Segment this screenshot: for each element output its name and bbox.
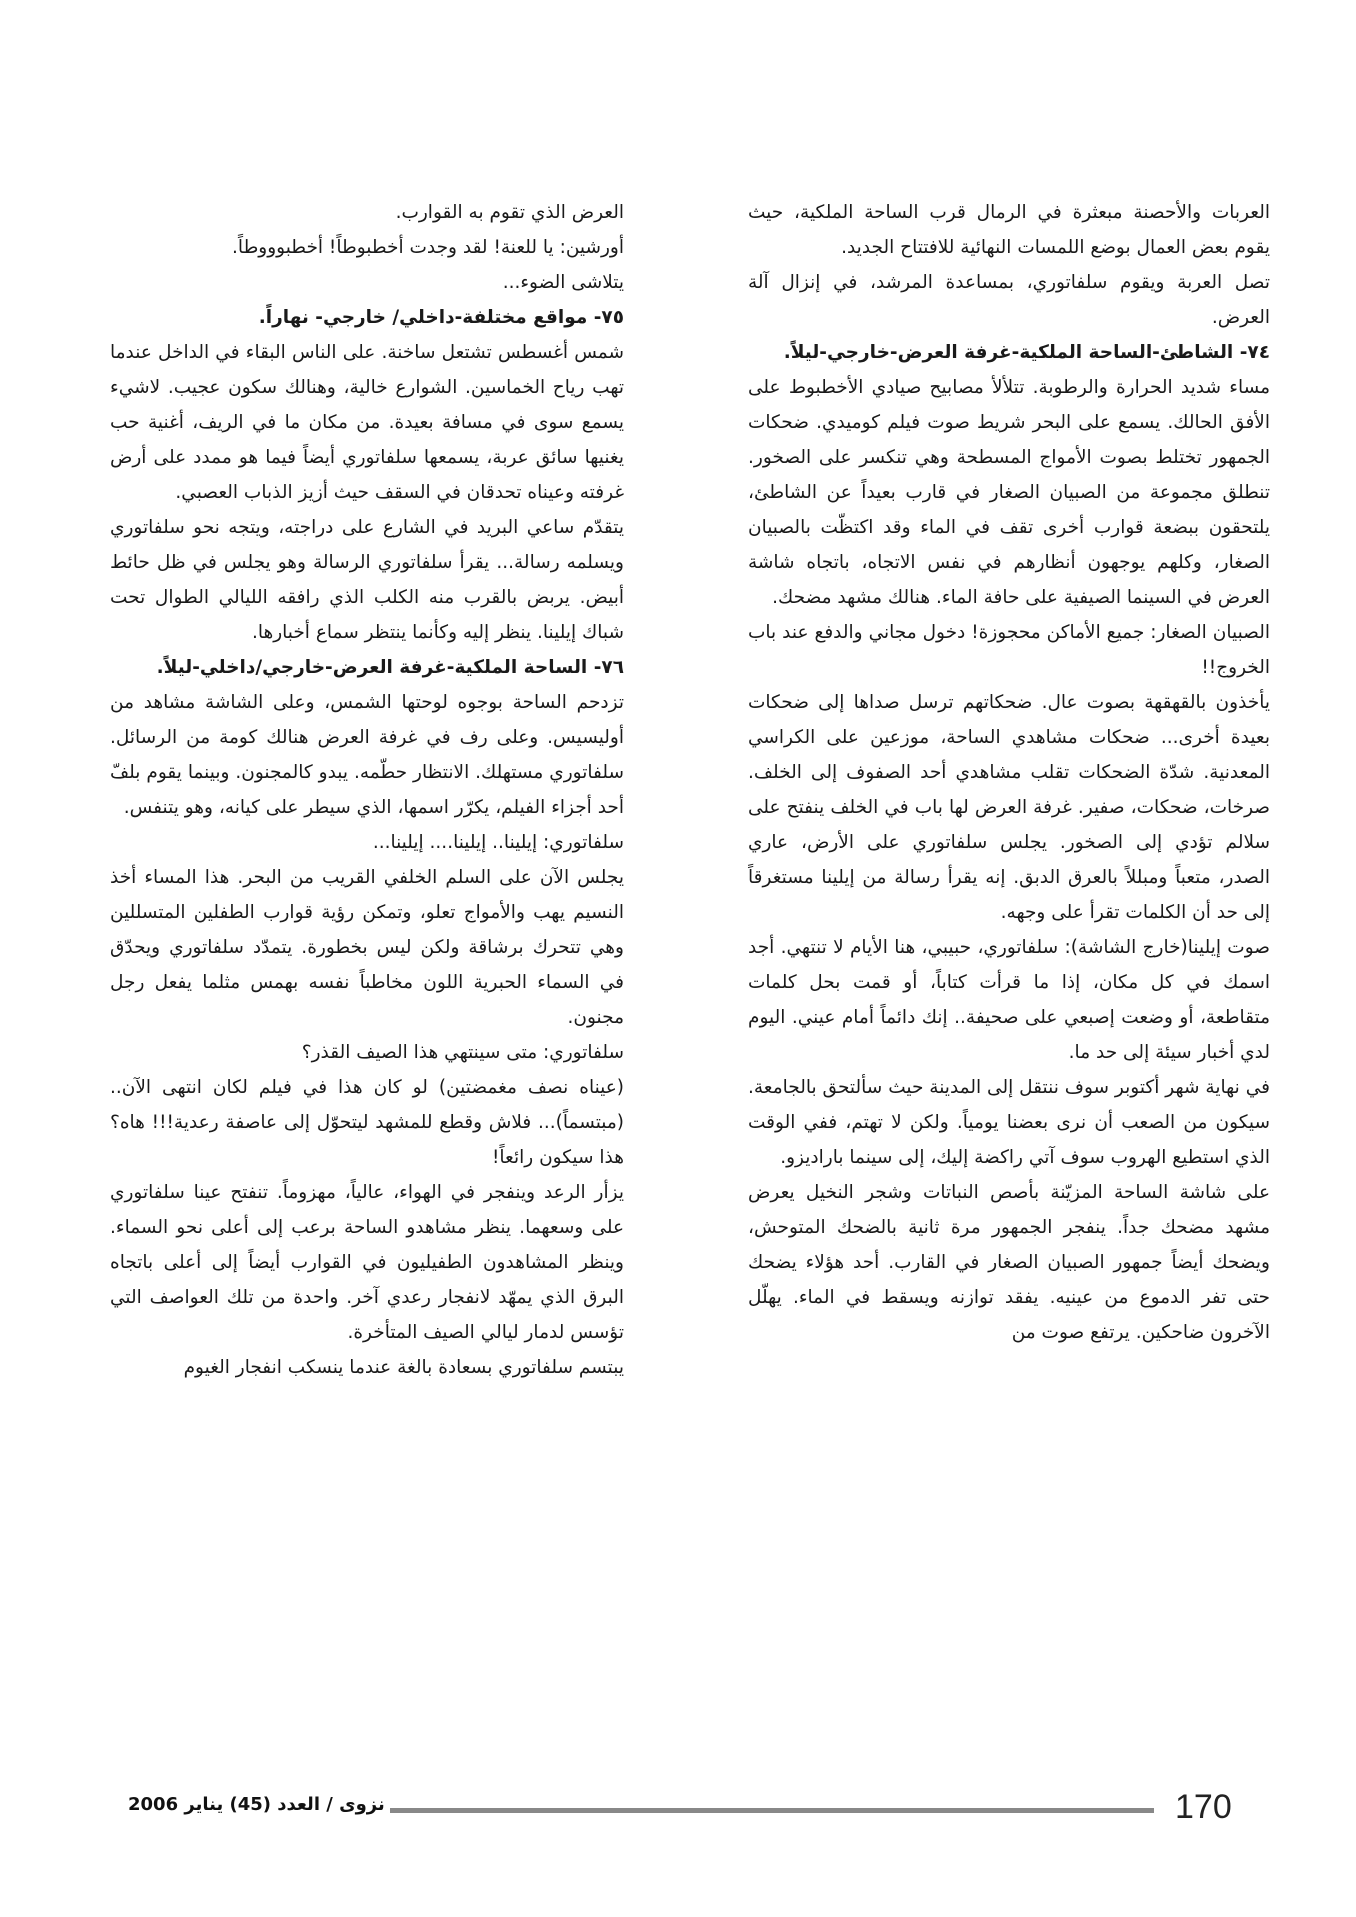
paragraph: تزدحم الساحة بوجوه لوحتها الشمس، وعلى الشاشة مشاهد من أوليسيس. وعلى رف في غرفة العرض هنالك كومة من الرسائل. سلفاتوري مستهلك. الانتظار حطّمه. يبدو كالمجنون. وبينما يقوم بلفّ أحد أجزاء الفيلم، يكرّر اسمها، الذي سيطر على كيانه، وهو يتنفس.	[110, 692, 624, 818]
paragraph: الصبيان الصغار: جميع الأماكن محجوزة! دخول مجاني والدفع عند باب الخروج!!	[748, 622, 1270, 678]
paragraph: (عيناه نصف مغمضتين) لو كان هذا في فيلم لكان انتهى الآن.. (مبتسماً)... فلاش وقطع للمشهد ليتحوّل إلى عاصفة رعدية!!! هاه؟ هذا سيكون رائعاً!	[110, 1077, 624, 1168]
paragraph: العرض الذي تقوم به القوارب.	[395, 202, 624, 223]
right-column	[748, 195, 1270, 1350]
paragraph: سلفاتوري: متى سينتهي هذا الصيف القذر؟	[301, 1042, 624, 1063]
left-column	[110, 195, 624, 1385]
paragraph: يبتسم سلفاتوري بسعادة بالغة عندما ينسكب انفجار الغيوم	[183, 1357, 624, 1378]
paragraph: مساء شديد الحرارة والرطوبة. تتلألأ مصابيح صيادي الأخطبوط على الأفق الحالك. يسمع على البحر شريط صوت فيلم كوميدي. ضحكات الجمهور تختلط بصوت الأمواج المسطحة وهي تنكسر على الصخور. تنطلق مجموعة من الصبيان الصغار في قارب بعيداً عن الشاطئ، يلتحقون ببضعة قوارب أخرى تقف في الماء وقد اكتظّت بالصبيان الصغار، وكلهم يوجهون أنظارهم في نفس الاتجاه، باتجاه شاشة العرض في السينما الصيفية على حافة الماء. هنالك مشهد مضحك.	[748, 377, 1270, 608]
paragraph: أورشين: يا للعنة! لقد وجدت أخطبوطاً! أخطبوووطاً.	[232, 237, 624, 258]
paragraph: يزأر الرعد وينفجر في الهواء، عالياً، مهزوماً. تنفتح عينا سلفاتوري على وسعهما. ينظر مشاهدو الساحة برعب إلى أعلى نحو السماء. وينظر المشاهدون الطفيليون في القوارب أيضاً إلى أعلى باتجاه البرق الذي يمهّد لانفجار رعدي آخر. واحدة من تلك العواصف التي تؤسس لدمار ليالي الصيف المتأخرة.	[110, 1182, 624, 1343]
paragraph: يأخذون بالقهقهة بصوت عال. ضحكاتهم ترسل صداها إلى ضحكات بعيدة أخرى... ضحكات مشاهدي الساحة، موزعين على الكراسي المعدنية. شدّة الضحكات تقلب مشاهدي أحد الصفوف إلى الخلف. صرخات، ضحكات، صفير. غرفة العرض لها باب في الخلف ينفتح على سلالم تؤدي إلى الصخور. يجلس سلفاتوري على الأرض، عاري الصدر، متعباً ومبللاً بالعرق الدبق. إنه يقرأ رسالة من إيلينا مستغرقاً إلى حد أن الكلمات تقرأ على وجهه.	[748, 692, 1270, 923]
paragraph: على شاشة الساحة المزيّنة بأصص النباتات وشجر النخيل يعرض مشهد مضحك جداً. ينفجر الجمهور مرة ثانية بالضحك المتوحش، ويضحك أيضاً جمهور الصبيان الصغار في القارب. أحد هؤلاء يضحك حتى تفر الدموع من عينيه. يفقد توازنه ويسقط في الماء. يهلّل الآخرون ضاحكين. يرتفع صوت من	[748, 1182, 1270, 1343]
paragraph: شمس أغسطس تشتعل ساخنة. على الناس البقاء في الداخل عندما تهب رياح الخماسين. الشوارع خالية، وهنالك سكون عجيب. لاشيء يسمع سوى في مسافة بعيدة. من مكان ما في الريف، أغنية حب يغنيها سائق عربة، يسمعها سلفاتوري أيضاً فيما هو ممدد على أرض غرفته وعيناه تحدقان في السقف حيث أزيز الذباب العصبي.	[110, 342, 624, 503]
paragraph: يتلاشى الضوء...	[502, 272, 624, 293]
paragraph: في نهاية شهر أكتوبر سوف ننتقل إلى المدينة حيث سألتحق بالجامعة. سيكون من الصعب أن نرى بعضنا يومياً. ولكن لا تهتم، ففي الوقت الذي استطيع الهروب سوف آتي راكضة إليك، إلى سينما باراديزو.	[748, 1077, 1270, 1168]
page-number: 170	[1175, 1788, 1232, 1826]
issue-info: نزوى / العدد (45) يناير 2006	[128, 1794, 385, 1815]
paragraph: سلفاتوري: إيلينا.. إيلينا.... إيلينا...	[372, 832, 624, 853]
scene-heading: ٧٦- الساحة الملكية-غرفة العرض-خارجي/داخلي-ليلاً.	[156, 657, 624, 678]
scene-heading: ٧٤- الشاطئ-الساحة الملكية-غرفة العرض-خارجي-ليلاً.	[783, 342, 1270, 363]
paragraph: العربات والأحصنة مبعثرة في الرمال قرب الساحة الملكية، حيث يقوم بعض العمال بوضع اللمسات النهائية للافتتاح الجديد.	[748, 202, 1270, 258]
paragraph: تصل العربة ويقوم سلفاتوري، بمساعدة المرشد، في إنزال آلة العرض.	[748, 272, 1270, 328]
paragraph: يجلس الآن على السلم الخلفي القريب من البحر. هذا المساء أخذ النسيم يهب والأمواج تعلو، وتمكن رؤية قوارب الطفلين المتسللين وهي تتحرك برشاقة ولكن ليس بخطورة. يتمدّد سلفاتوري ويحدّق في السماء الحبرية اللون مخاطباً نفسه بهمس مثلما يفعل رجل مجنون.	[110, 867, 624, 1028]
scene-heading: ٧٥- مواقع مختلفة-داخلي/ خارجي- نهاراً.	[258, 307, 624, 328]
footer-rule	[390, 1808, 1154, 1813]
paragraph: صوت إيلينا(خارج الشاشة): سلفاتوري، حبيبي، هنا الأيام لا تنتهي. أجد اسمك في كل مكان، إذا ما قرأت كتاباً، أو قمت بحل كلمات متقاطعة، أو وضعت إصبعي على صحيفة.. إنك دائماً أمام عيني. اليوم لدي أخبار سيئة إلى حد ما.	[748, 937, 1270, 1063]
paragraph: يتقدّم ساعي البريد في الشارع على دراجته، ويتجه نحو سلفاتوري ويسلمه رسالة... يقرأ سلفاتوري الرسالة وهو يجلس في ظل حائط أبيض. يربض بالقرب منه الكلب الذي رافقه الليالي الطوال تحت شباك إيلينا. ينظر إليه وكأنما ينتظر سماع أخبارها.	[110, 517, 624, 643]
